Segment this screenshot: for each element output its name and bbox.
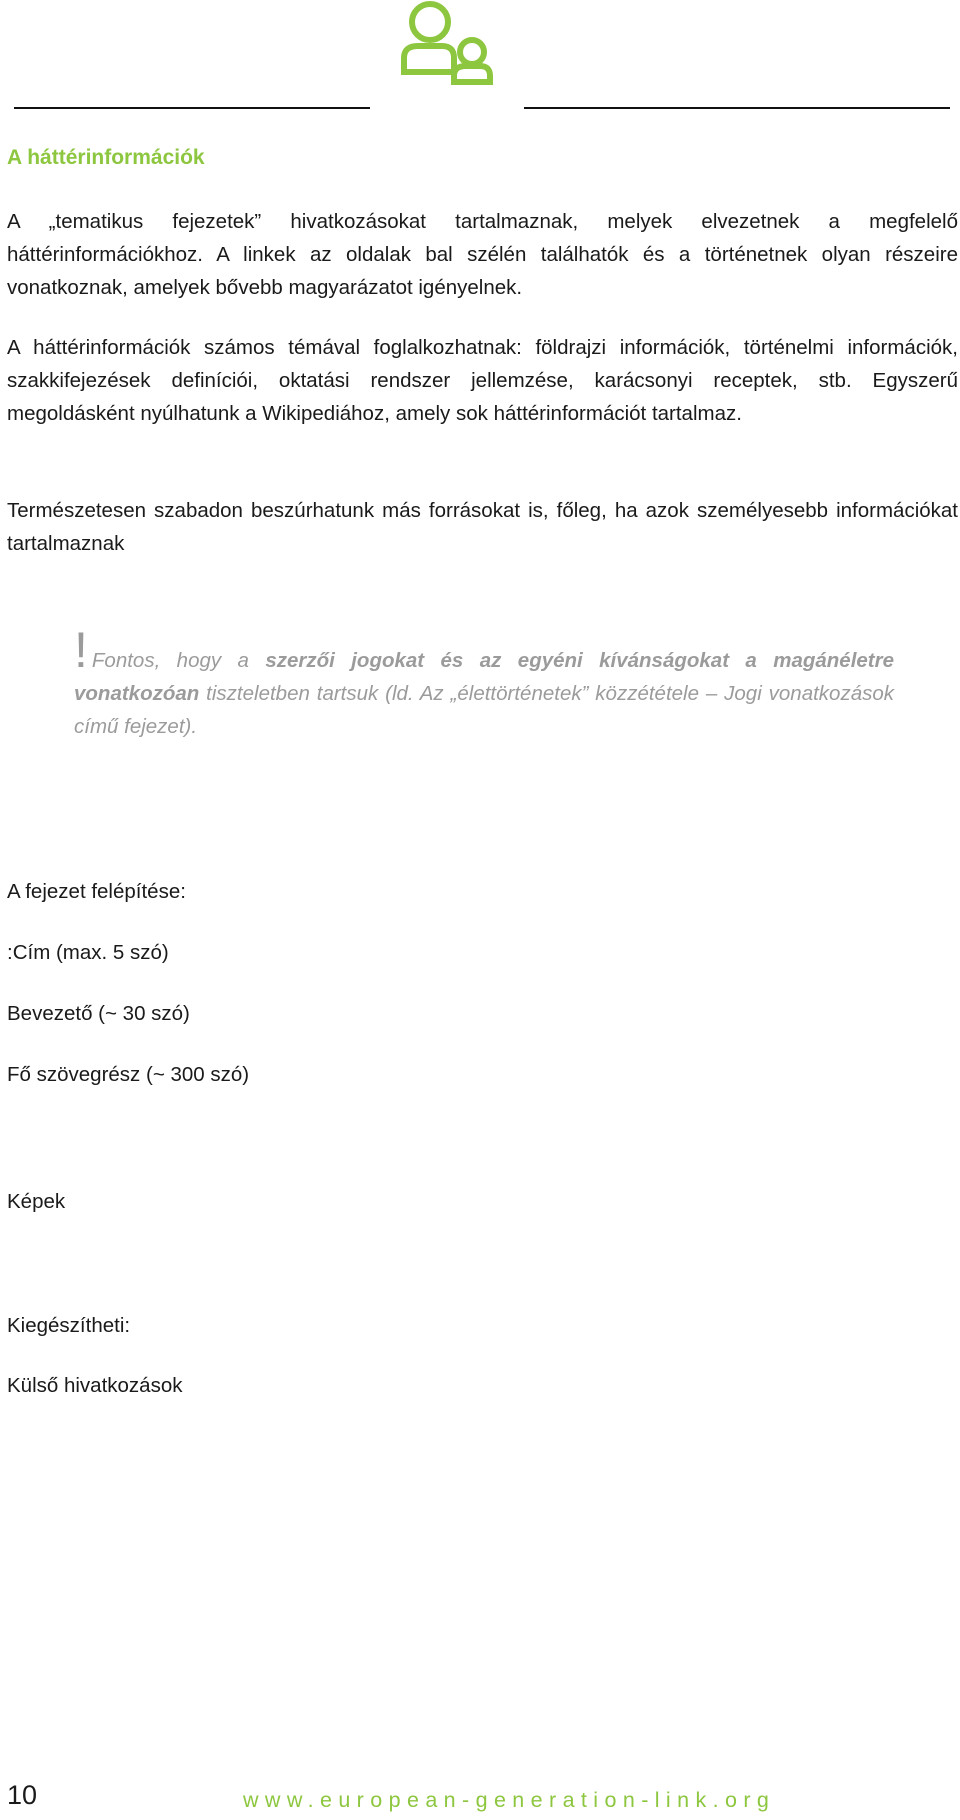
- note-text-start: Fontos, hogy a: [91, 649, 266, 672]
- structure-item-body: Fő szövegrész (~ 300 szó): [7, 1063, 250, 1086]
- paragraph-sources: Természetesen szabadon beszúrhatunk más forrásokat is, főleg, ha azok személyesebb információkat tartalmaznak: [7, 499, 958, 555]
- two-people-logo: [398, 0, 494, 98]
- note-text-bold: szerzői jogokat és az egyéni kívánságokat a magánéletre vonatkozóan: [74, 649, 895, 705]
- copyright-note: [74, 622, 895, 743]
- structure-item-images: Képek: [7, 1190, 66, 1213]
- header-rule-left: [14, 107, 370, 109]
- header-rule-right: [524, 107, 950, 109]
- structure-title: A fejezet felépítése:: [7, 880, 186, 903]
- section-heading: A háttérinformációk: [7, 146, 205, 169]
- structure-item-title: :Cím (max. 5 szó): [7, 941, 169, 964]
- structure-item-intro: Bevezető (~ 30 szó): [7, 1002, 190, 1025]
- footer-url[interactable]: www.european-generation-link.org: [243, 1788, 776, 1812]
- structure-item-links: Külső hivatkozások: [7, 1374, 183, 1397]
- paragraph-intro: A „tematikus fejezetek” hivatkozásokat tartalmaznak, melyek elvezetnek a megfelelő háttérinformációkhoz. A linkek az oldalak bal szélén találhatók és a történetnek olyan részeire vonatkoznak, amelyek bővebb magyarázatot igényelnek.: [7, 210, 958, 299]
- paragraph-topics: A háttérinformációk számos témával foglalkozhatnak: földrajzi információk, történelmi információk, szakkifejezések definíciói, oktatási rendszer jellemzése, karácsonyi receptek, stb. Egyszerű megoldásként nyúlhatunk a Wikipediához, amely sok háttérinformációt tartalmaz.: [7, 336, 958, 425]
- structure-item-optional: Kiegészítheti:: [7, 1314, 131, 1337]
- page-number: 10: [7, 1780, 38, 1810]
- note-text-end: tiszteletben tartsuk (ld. Az „élettörténetek” közzététele – Jogi vonatkozások című fejezet).: [74, 682, 894, 738]
- exclamation-icon: !: [74, 622, 88, 678]
